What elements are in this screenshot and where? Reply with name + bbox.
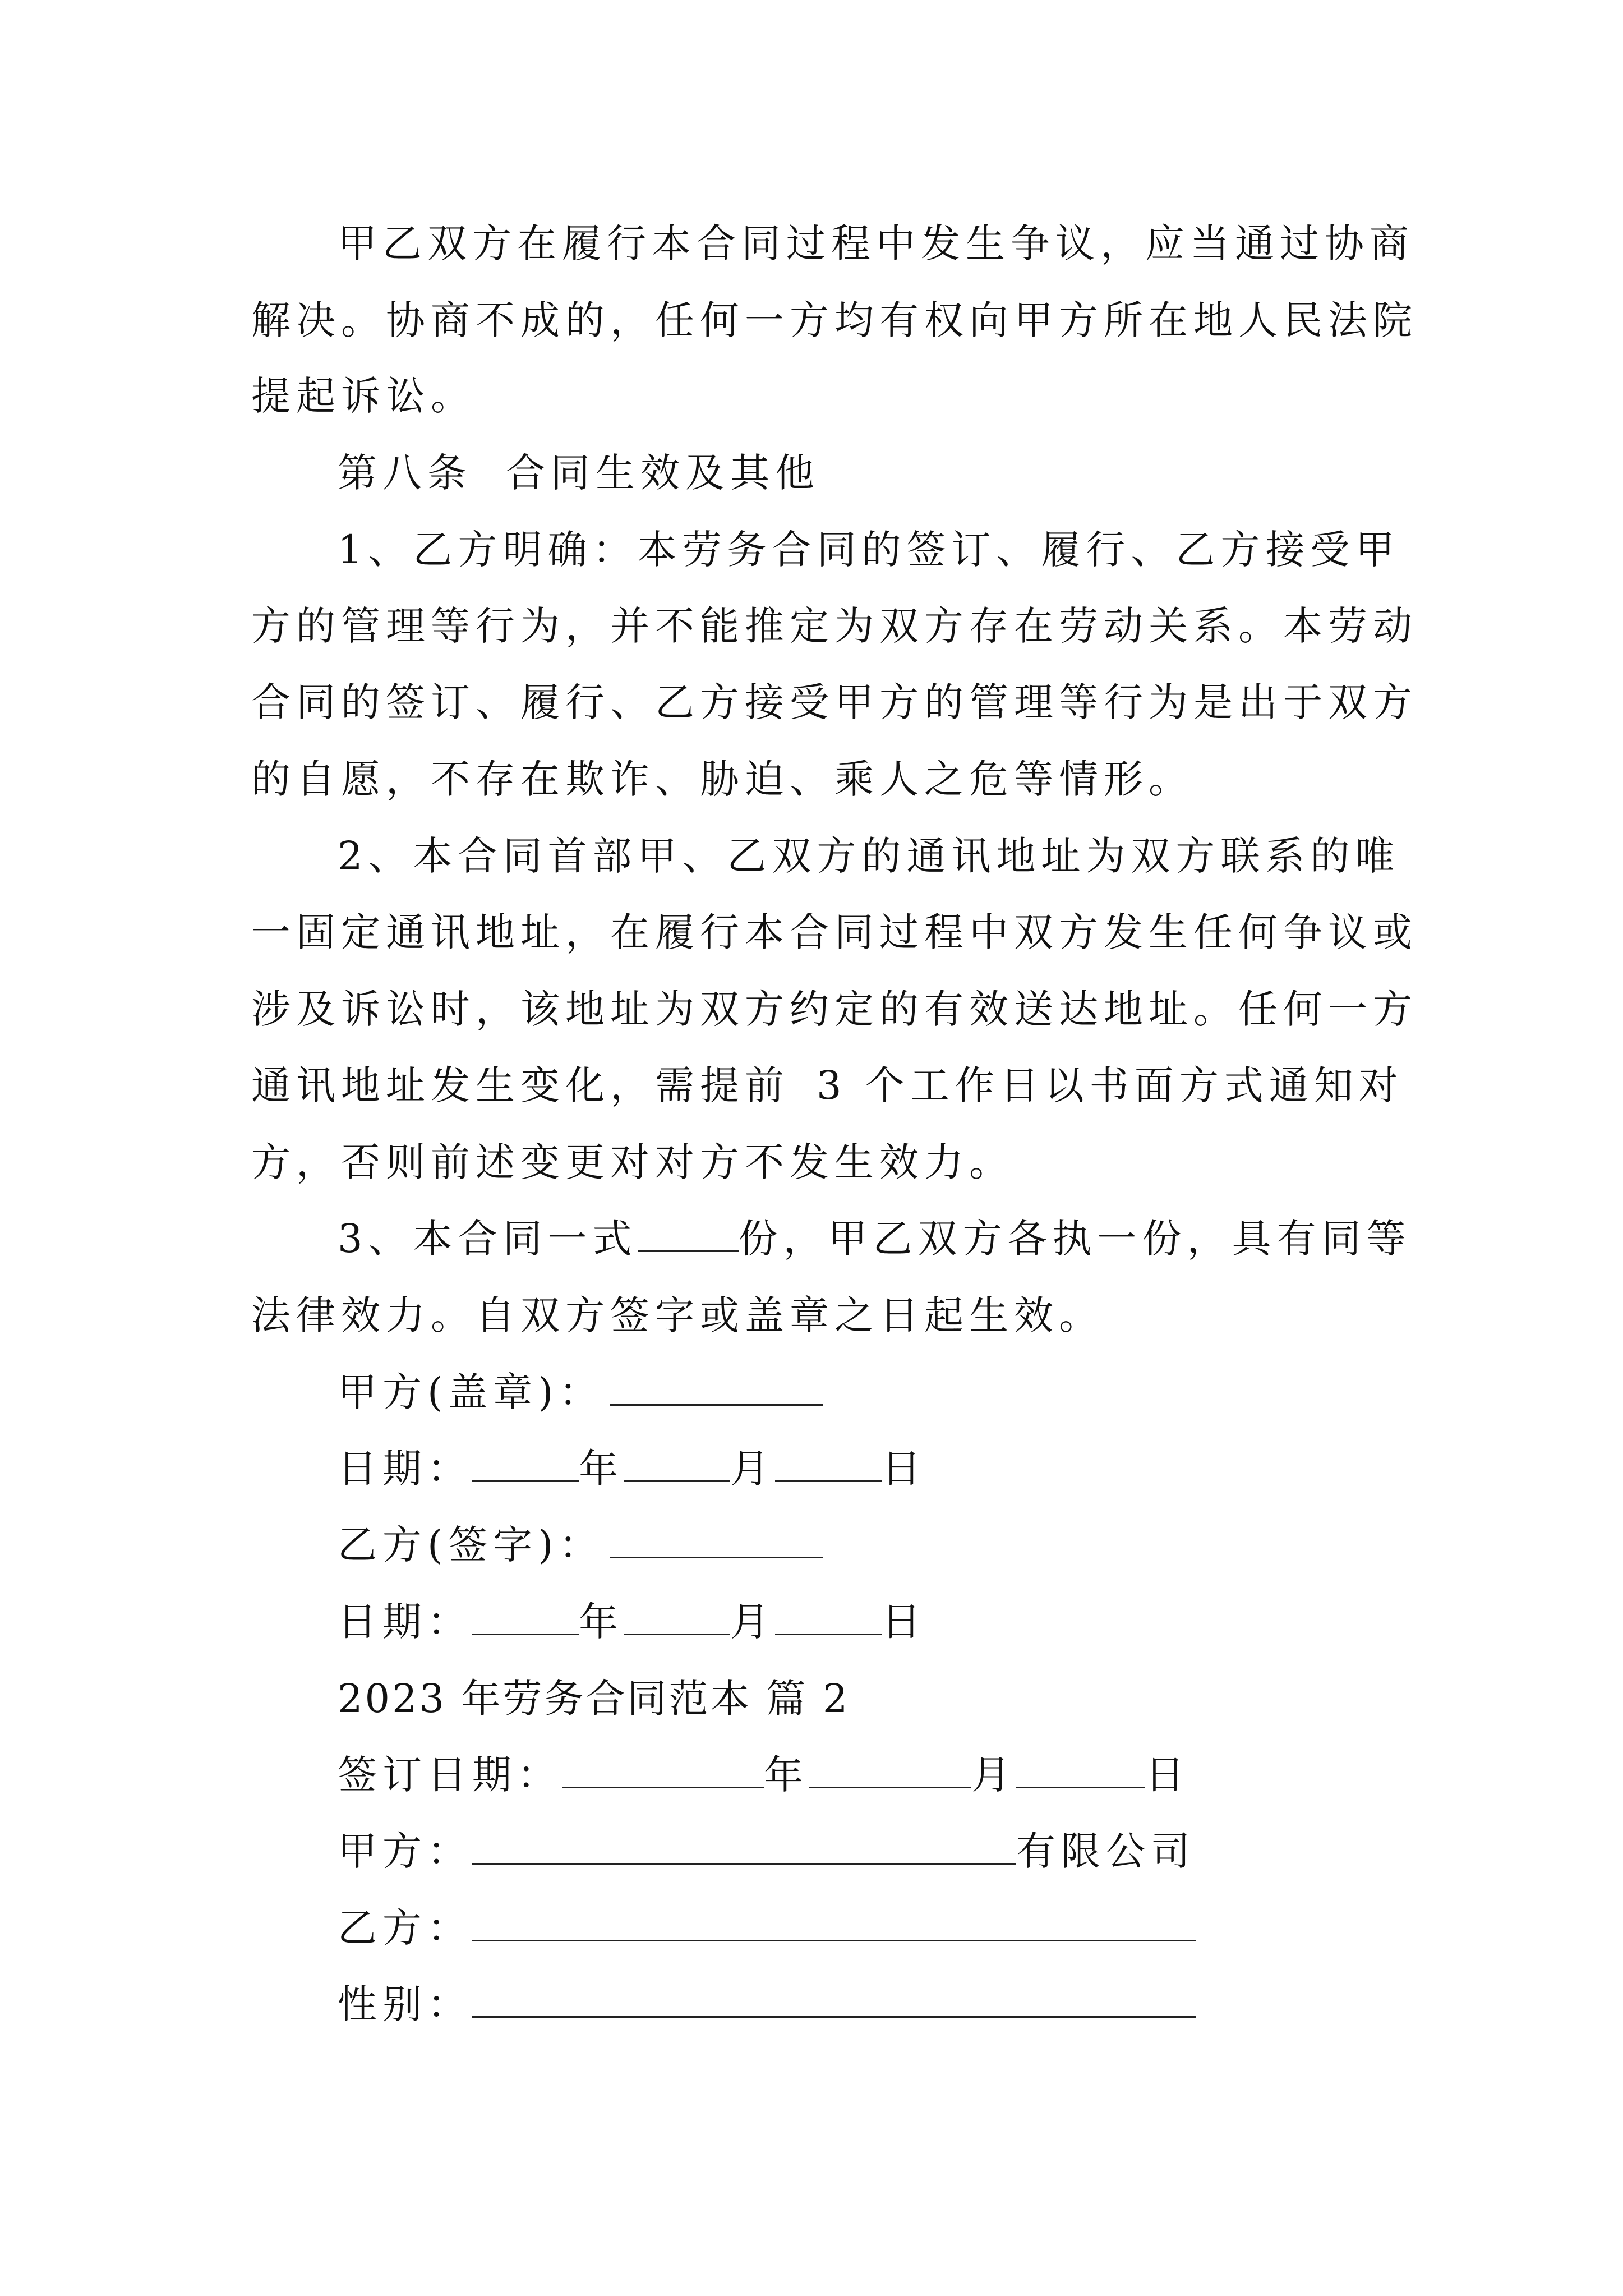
party-b-day-label: 日 [882, 1599, 926, 1645]
party-a-month-label: 月 [730, 1446, 775, 1492]
company-suffix: 有限公司 [1016, 1828, 1196, 1874]
section-2-party-a-label: 甲方： [338, 1828, 472, 1874]
article-8-heading [338, 446, 820, 500]
party-b-date-line [338, 1595, 926, 1649]
clause-3-line-1 [338, 1212, 1412, 1266]
party-b-year-label: 年 [579, 1599, 624, 1645]
party-b-date-label: 日期： [338, 1599, 472, 1645]
sign-month-blank [809, 1754, 971, 1788]
clause-1-line-1: 1、乙方明确：本劳务合同的签订、履行、乙方接受甲 [338, 527, 1400, 573]
sign-date-label: 签订日期： [338, 1752, 562, 1798]
party-a-day-blank [775, 1448, 882, 1482]
party-b-month-blank [624, 1601, 730, 1635]
clause-2-line-2: 一固定通讯地址，在履行本合同过程中双方发生任何争议或 [251, 909, 1418, 955]
article-8-number: 第八条 [338, 450, 472, 496]
party-b-sign-blank [610, 1524, 823, 1558]
party-a-seal-label: 甲方(盖章)： [338, 1369, 604, 1415]
clause-2-line-4-part-2: 3 个工作日以书面方式通知对 [817, 1062, 1404, 1108]
party-a-date-label: 日期： [338, 1446, 472, 1492]
clause-1-line-3: 合同的签订、履行、乙方接受甲方的管理等行为是出于双方 [251, 679, 1418, 725]
section-2-heading: 2023 年劳务合同范本 篇 2 [338, 1676, 850, 1722]
party-b-sign-line [338, 1518, 823, 1572]
sign-month-label: 月 [971, 1752, 1016, 1798]
sign-day-blank [1016, 1754, 1145, 1788]
dispute-paragraph-line-1: 甲乙双方在履行本合同过程中发生争议，应当通过协商 [338, 220, 1414, 266]
party-a-month-blank [624, 1448, 730, 1482]
clause-2-line-4 [251, 1059, 1404, 1112]
section-2-party-b-line [338, 1901, 1196, 1955]
clause-1-line-4: 的自愿，不存在欺诈、胁迫、乘人之危等情形。 [251, 756, 1193, 802]
clause-2-line-1: 2、本合同首部甲、乙双方的通讯地址为双方联系的唯 [338, 833, 1400, 879]
gender-line [338, 1977, 1196, 2031]
section-2-party-b-label: 乙方： [338, 1905, 472, 1951]
party-a-seal-blank [610, 1372, 823, 1406]
party-a-day-label: 日 [882, 1446, 926, 1492]
party-a-year-blank [472, 1448, 579, 1482]
party-b-year-blank [472, 1601, 579, 1635]
copies-blank [638, 1218, 739, 1252]
clause-2-line-4-part-1: 通讯地址发生变化，需提前 [251, 1062, 790, 1108]
dispute-paragraph-line-2: 解决。协商不成的，任何一方均有权向甲方所在地人民法院 [251, 297, 1418, 343]
sign-date-line [338, 1748, 1190, 1802]
sign-year-blank [562, 1754, 764, 1788]
party-b-sign-label: 乙方(签字)： [338, 1522, 604, 1568]
clause-2-line-3: 涉及诉讼时，该地址为双方约定的有效送达地址。任何一方 [251, 986, 1418, 1032]
company-name-blank [472, 1830, 1016, 1865]
party-b-day-blank [775, 1601, 882, 1635]
party-a-date-line [338, 1442, 926, 1496]
clause-1-line-2: 方的管理等行为，并不能推定为双方存在劳动关系。本劳动 [251, 603, 1418, 649]
gender-label: 性别： [338, 1981, 472, 2027]
section-2-party-a-line [338, 1824, 1196, 1878]
gender-blank [472, 1984, 1196, 2018]
party-b-name-blank [472, 1907, 1196, 1941]
sign-year-label: 年 [764, 1752, 809, 1798]
article-8-title: 合同生效及其他 [506, 450, 820, 496]
clause-3-line-2: 法律效力。自双方签字或盖章之日起生效。 [251, 1292, 1104, 1338]
clause-3-line-1-part-1: 3、本合同一式 [338, 1216, 638, 1262]
party-b-month-label: 月 [730, 1599, 775, 1645]
clause-3-line-1-part-2: 份，甲乙双方各执一份，具有同等 [738, 1216, 1412, 1262]
party-a-seal-line [338, 1365, 823, 1419]
party-a-year-label: 年 [579, 1446, 624, 1492]
dispute-paragraph-line-3: 提起诉讼。 [251, 373, 476, 419]
sign-day-label: 日 [1145, 1752, 1190, 1798]
clause-2-line-5: 方，否则前述变更对对方不发生效力。 [251, 1139, 1014, 1185]
